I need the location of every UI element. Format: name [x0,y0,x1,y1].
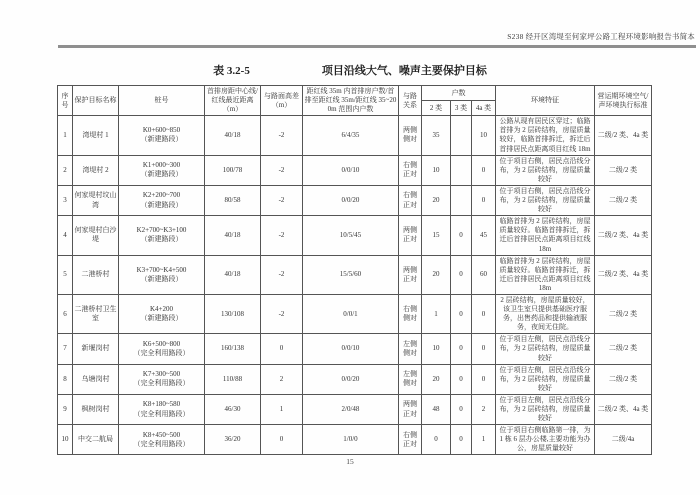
table-label: 表 3.2-5 [213,65,250,77]
cell-distance: 40/18 [205,255,261,294]
cell-class2: 20 [422,255,451,294]
cell-line: （完全利用路段） [133,409,190,418]
cell-standard: 二级/2 类、4a 类 [595,116,652,155]
cell-height-diff: -2 [261,255,303,294]
cell-standard: 二级/2 类、4a 类 [595,216,652,255]
cell-standard: 二级/2 类、4a 类 [595,255,652,294]
cell-class4a: 0 [472,185,496,215]
cell-height-diff: 0 [261,425,303,455]
cell-class3: 0 [451,425,472,455]
cell-road-relation: 两侧正对 [399,255,422,294]
cell-env-feature: 2 层砖结构，房屋质量较好，该卫生室只提供基础医疗服务，出售药品和提供输液服务，夜间无住院。 [496,294,595,333]
cell-class2: 0 [422,425,451,455]
col-header-front-row-distance: 首排房距中心线/红线最近距离（m） [205,86,261,116]
cell-line: （完全利用路段） [133,439,190,448]
cell-seq: 8 [58,364,73,394]
cell-class4a: 0 [472,334,496,364]
table-caption [30,62,670,78]
cell-household-range: 15/5/60 [303,255,399,294]
cell-class4a: 45 [472,216,496,255]
cell-env-feature: 位于项目左侧，居民点沿线分布，为 2 层砖结构，房屋质量较好 [496,394,595,424]
cell-class2: 15 [422,216,451,255]
cell-stake [119,155,205,185]
cell-stake [119,255,205,294]
cell-line: K2+200~700 [142,191,181,200]
cell-class4a: 0 [472,155,496,185]
cell-household-range: 0/0/10 [303,155,399,185]
col-header-seq: 序号 [58,86,73,116]
cell-class4a: 2 [472,394,496,424]
cell-env-feature: 位于项目左侧，居民点沿线分布，为 2 层砖结构，房屋质量较好 [496,334,595,364]
cell-name: 中交二航局 [73,425,119,455]
cell-seq: 6 [58,294,73,333]
cell-height-diff: 0 [261,334,303,364]
cell-class2: 35 [422,116,451,155]
cell-name: 二港桥村 [73,255,119,294]
cell-line: K2+700~K3+100 [136,226,187,235]
cell-class2: 20 [422,185,451,215]
cell-height-diff: -2 [261,294,303,333]
table-row [58,394,652,424]
cell-class3: 0 [451,334,472,364]
cell-standard: 二级/2 类 [595,364,652,394]
cell-class2: 1 [422,294,451,333]
cell-height-diff: -2 [261,216,303,255]
cell-household-range: 0/0/10 [303,334,399,364]
cell-household-range: 10/5/45 [303,216,399,255]
cell-line: （完全利用路段） [133,379,190,388]
cell-road-relation: 右侧正对 [399,425,422,455]
cell-road-relation: 两侧正对 [399,216,422,255]
cell-distance: 160/138 [205,334,261,364]
table-row [58,425,652,455]
cell-line: （新建路段） [140,314,183,323]
cell-line: K1+000~300 [142,161,181,170]
cell-class3: 0 [451,394,472,424]
cell-seq: 10 [58,425,73,455]
table-row [58,334,652,364]
cell-env-feature: 位于项目左侧，居民点沿线分布，为 2 层砖结构，房屋质量较好 [496,364,595,394]
cell-distance: 46/30 [205,394,261,424]
cell-seq: 3 [58,185,73,215]
cell-name: 湾堤村 1 [73,116,119,155]
cell-stake [119,116,205,155]
cell-distance: 80/58 [205,185,261,215]
cell-distance: 36/20 [205,425,261,455]
cell-env-feature: 位于项目右侧，居民点沿线分布，为 2 层砖结构，房屋质量较好 [496,155,595,185]
cell-class3 [451,185,472,215]
cell-stake [119,216,205,255]
table-row [58,116,652,155]
table-row [58,185,652,215]
cell-line: K0+600~850 [142,126,181,135]
cell-height-diff: 2 [261,364,303,394]
cell-standard: 二级/4a [595,425,652,455]
col-header-standard: 营运期环境空气/声环境执行标准 [595,86,652,116]
cell-class3: 0 [451,255,472,294]
cell-stake [119,364,205,394]
col-header-class3: 3 类 [451,101,472,116]
cell-height-diff: -2 [261,185,303,215]
cell-line: （新建路段） [140,170,183,179]
cell-road-relation: 两侧正对 [399,394,422,424]
cell-stake [119,334,205,364]
cell-class3 [451,116,472,155]
table-body [58,116,652,455]
cell-seq: 1 [58,116,73,155]
page-number: 15 [346,457,354,466]
table-row [58,255,652,294]
col-header-height-diff: 与路面高差（m） [261,86,303,116]
col-header-road-relation: 与路关系 [399,86,422,116]
cell-name: 乌塘岗村 [73,364,119,394]
cell-name: 枫树岗村 [73,394,119,424]
cell-line: K8+450~500 [142,430,181,439]
cell-line: （新建路段） [140,200,183,209]
cell-line: K7+300~500 [142,370,181,379]
cell-stake [119,425,205,455]
cell-class4a: 0 [472,364,496,394]
cell-class2: 10 [422,155,451,185]
cell-height-diff: -2 [261,116,303,155]
cell-class4a: 10 [472,116,496,155]
cell-road-relation: 左侧侧对 [399,364,422,394]
cell-class2: 48 [422,394,451,424]
cell-line: （新建路段） [140,274,183,283]
cell-height-diff: 1 [261,394,303,424]
cell-line: K4+200 [149,305,173,314]
cell-stake [119,394,205,424]
table-row [58,216,652,255]
cell-household-range: 0/0/20 [303,185,399,215]
cell-distance: 40/18 [205,216,261,255]
cell-class3: 0 [451,364,472,394]
table-row [58,155,652,185]
cell-road-relation: 右侧正对 [399,185,422,215]
cell-env-feature: 位于项目右侧临路第一排，为 1 栋 6 层办公楼,主要功能为办公，房屋质量较好 [496,425,595,455]
doc-header-text: S238 经开区湾堤至何家坪公路工程环境影响报告书简本 [507,32,695,41]
cell-seq: 9 [58,394,73,424]
cell-seq: 5 [58,255,73,294]
cell-env-feature: 公路从现有居民区穿过；临路首排为 2 层砖结构，房屋质量较好，临路首排拆迁，拆迁后首排居民点距离项目红线 18m [496,116,595,155]
cell-name: 何家堤村坟山湾 [73,185,119,215]
cell-standard: 二级/2 类 [595,334,652,364]
cell-class2: 20 [422,364,451,394]
protection-targets-table [57,85,652,455]
cell-household-range: 1/0/0 [303,425,399,455]
cell-class4a: 1 [472,425,496,455]
cell-name: 何家堤村白沙堤 [73,216,119,255]
table-row [58,364,652,394]
cell-road-relation: 两侧侧对 [399,116,422,155]
cell-seq: 2 [58,155,73,185]
cell-standard: 二级/2 类 [595,155,652,185]
cell-standard: 二级/2 类 [595,185,652,215]
cell-household-range: 2/0/48 [303,394,399,424]
col-header-stake: 桩号 [119,86,205,116]
cell-name: 二港桥村卫生室 [73,294,119,333]
cell-class4a: 60 [472,255,496,294]
col-header-env-feature: 环境特征 [496,86,595,116]
cell-class3: 0 [451,216,472,255]
cell-height-diff: -2 [261,155,303,185]
col-header-households-group: 户数 [422,86,496,101]
cell-class4a: 0 [472,294,496,333]
col-header-class4a: 4a 类 [472,101,496,116]
cell-line: K6+500~800 [142,339,181,348]
cell-stake [119,294,205,333]
cell-line: （新建路段） [140,235,183,244]
cell-standard: 二级/2 类 [595,294,652,333]
cell-road-relation: 右侧侧对 [399,294,422,333]
cell-env-feature: 位于项目右侧，居民点沿线分布，为 2 层砖结构，房屋质量较好 [496,185,595,215]
page-title: 项目沿线大气、噪声主要保护目标 [321,65,487,77]
col-header-household-range: 距红线 35m 内首排房户数/首排至距红线 35m/距红线 35~200m 范围内户数 [303,86,399,116]
cell-stake [119,185,205,215]
cell-seq: 7 [58,334,73,364]
cell-distance: 100/78 [205,155,261,185]
table-row [58,294,652,333]
col-header-name: 保护目标名称 [73,86,119,116]
cell-household-range: 0/0/1 [303,294,399,333]
cell-line: K8+180~580 [142,400,181,409]
header-rule [58,45,696,48]
cell-road-relation: 左侧侧对 [399,334,422,364]
cell-distance: 40/18 [205,116,261,155]
cell-env-feature: 临路首排为 2 层砖结构，房屋质量较好。临路首排拆迁，拆迁后首排居民点距离项目红线 18m [496,255,595,294]
cell-household-range: 6/4/35 [303,116,399,155]
cell-road-relation: 右侧正对 [399,155,422,185]
cell-line: K3+700~K4+500 [136,265,187,274]
cell-class2: 10 [422,334,451,364]
cell-distance: 110/88 [205,364,261,394]
cell-env-feature: 临路首排为 2 层砖结构，房屋质量较好。临路首排拆迁，拆迁后首排居民点距离项目红线 18m [496,216,595,255]
cell-line: （新建路段） [140,135,183,144]
cell-line: （完全利用路段） [133,348,190,357]
cell-class3 [451,155,472,185]
cell-name: 新堰岗村 [73,334,119,364]
cell-standard: 二级/2 类、4a 类 [595,394,652,424]
col-header-class2: 2 类 [422,101,451,116]
cell-distance: 130/108 [205,294,261,333]
cell-seq: 4 [58,216,73,255]
cell-name: 湾堤村 2 [73,155,119,185]
cell-household-range: 0/0/20 [303,364,399,394]
cell-class3: 0 [451,294,472,333]
